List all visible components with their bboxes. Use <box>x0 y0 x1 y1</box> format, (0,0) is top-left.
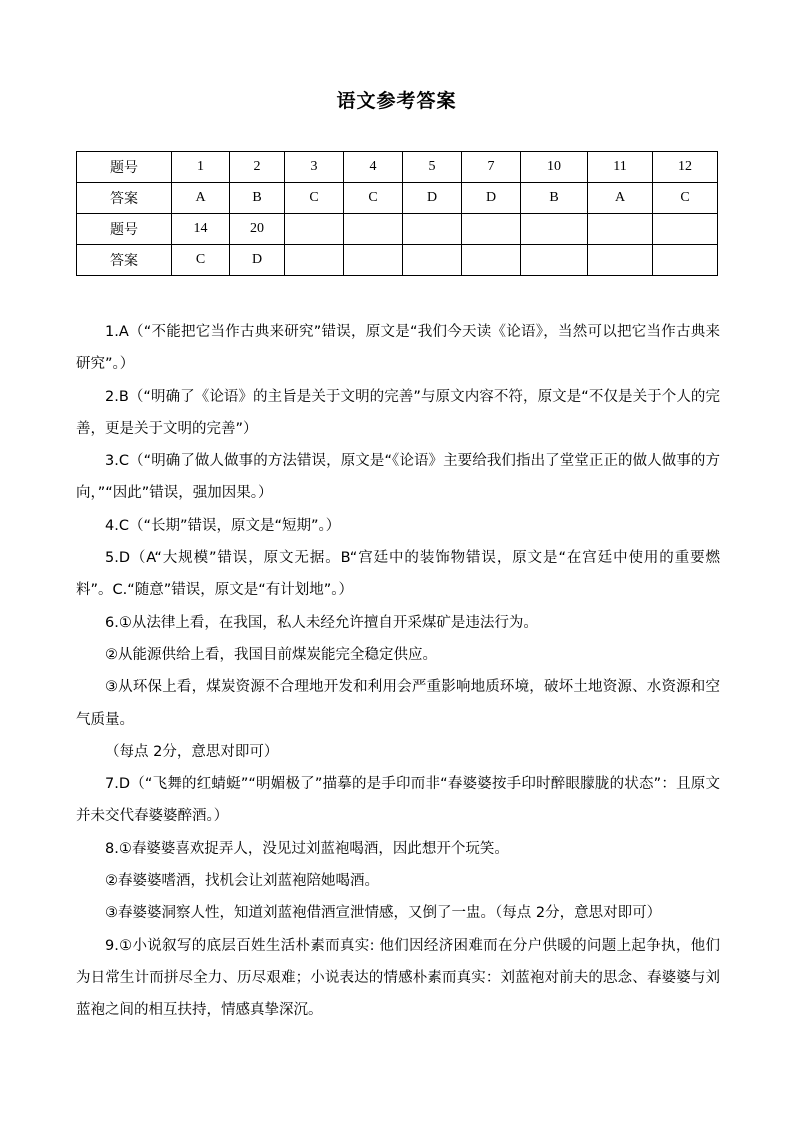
table-cell: 11 <box>588 152 653 183</box>
table-cell <box>588 245 653 276</box>
answer-paragraph: 9.①小说叙写的底层百姓生活朴素而真实: 他们因经济困难而在分户供暖的问题上起争执，他们为日常生计而拼尽全力、历尽艰难；小说表达的情感朴素而真实：刘蓝袍对前夫的思念、春婆婆与刘蓝袍之间的相互扶持，情感真挚深沉。 <box>76 937 720 1019</box>
answer-paragraph: ③春婆婆洞察人性，知道刘蓝袍借酒宣泄情感，又倒了一盅。（每点 2分，意思对即可） <box>105 905 662 922</box>
table-row <box>77 214 718 245</box>
table-row-label: 题号 <box>77 214 172 245</box>
table-cell <box>653 214 718 245</box>
table-cell <box>285 245 344 276</box>
table-cell <box>462 214 521 245</box>
table-cell: 14 <box>172 214 230 245</box>
table-row-label: 题号 <box>77 152 172 183</box>
table-cell <box>403 214 462 245</box>
table-cell <box>285 214 344 245</box>
table-cell <box>344 245 403 276</box>
table-cell: C <box>344 183 403 214</box>
table-cell: 2 <box>230 152 285 183</box>
answer-paragraph: （每点 2分，意思对即可） <box>105 743 279 760</box>
table-cell <box>521 214 588 245</box>
table-cell: B <box>230 183 285 214</box>
table-cell <box>403 245 462 276</box>
table-cell: D <box>403 183 462 214</box>
table-cell: A <box>588 183 653 214</box>
table-cell: 4 <box>344 152 403 183</box>
table-cell <box>344 214 403 245</box>
answer-paragraph: ③从环保上看，煤炭资源不合理地开发和利用会严重影响地质环境，破坏土地资源、水资源和空气质量。 <box>76 679 720 728</box>
answer-paragraph: 2.B（“明确了《论语》的主旨是关于文明的完善”与原文内容不符，原文是“不仅是关于个人的完善，更是关于文明的完善”） <box>76 388 720 437</box>
table-cell: 7 <box>462 152 521 183</box>
table-cell: D <box>230 245 285 276</box>
table-cell <box>462 245 521 276</box>
answer-paragraph: 3.C（“明确了做人做事的方法错误，原文是“《论语》主要给我们指出了堂堂正正的做人做事的方向，”“因此”错误，强加因果。） <box>76 453 720 502</box>
table-row-label: 答案 <box>77 245 172 276</box>
answer-paragraph: ②春婆婆嗜酒，找机会让刘蓝袍陪她喝酒。 <box>105 873 379 890</box>
table-cell: B <box>521 183 588 214</box>
answer-explanations <box>76 316 720 1027</box>
table-cell: 10 <box>521 152 588 183</box>
answer-paragraph: 4.C（“长期”错误，原文是“短期”。） <box>105 517 341 534</box>
answer-table <box>76 151 718 276</box>
table-cell: A <box>172 183 230 214</box>
answer-paragraph: 6.①从法律上看，在我国，私人未经允许擅自开采煤矿是违法行为。 <box>105 614 538 631</box>
table-row <box>77 152 718 183</box>
table-cell <box>521 245 588 276</box>
page-title: 语文参考答案 <box>336 90 457 112</box>
table-cell: 5 <box>403 152 462 183</box>
table-row <box>77 245 718 276</box>
table-cell <box>653 245 718 276</box>
table-cell: C <box>285 183 344 214</box>
table-cell <box>588 214 653 245</box>
answer-paragraph: 1.A（“不能把它当作古典来研究”错误，原文是“我们今天读《论语》，当然可以把它当作古典来研究”。） <box>76 324 720 373</box>
table-cell: C <box>653 183 718 214</box>
table-row-label: 答案 <box>77 183 172 214</box>
table-cell: 1 <box>172 152 230 183</box>
answer-paragraph: 8.①春婆婆喜欢捉弄人，没见过刘蓝袍喝酒，因此想开个玩笑。 <box>105 840 509 857</box>
table-cell: 3 <box>285 152 344 183</box>
table-row <box>77 183 718 214</box>
answer-paragraph: ②从能源供给上看，我国目前煤炭能完全稳定供应。 <box>105 646 437 663</box>
table-cell: C <box>172 245 230 276</box>
table-cell: 20 <box>230 214 285 245</box>
answer-paragraph: 7.D（“飞舞的红蜻蜓”“明媚极了”描摹的是手印而非“春婆婆按手印时醉眼朦胧的状态”：且原文并未交代春婆婆醉酒。） <box>76 776 720 825</box>
table-cell: 12 <box>653 152 718 183</box>
answer-paragraph: 5.D（A“大规模”错误，原文无据。B“宫廷中的装饰物错误，原文是“在宫廷中使用的重要燃料”。C.“随意”错误，原文是“有计划地”。） <box>76 550 720 599</box>
table-cell: D <box>462 183 521 214</box>
